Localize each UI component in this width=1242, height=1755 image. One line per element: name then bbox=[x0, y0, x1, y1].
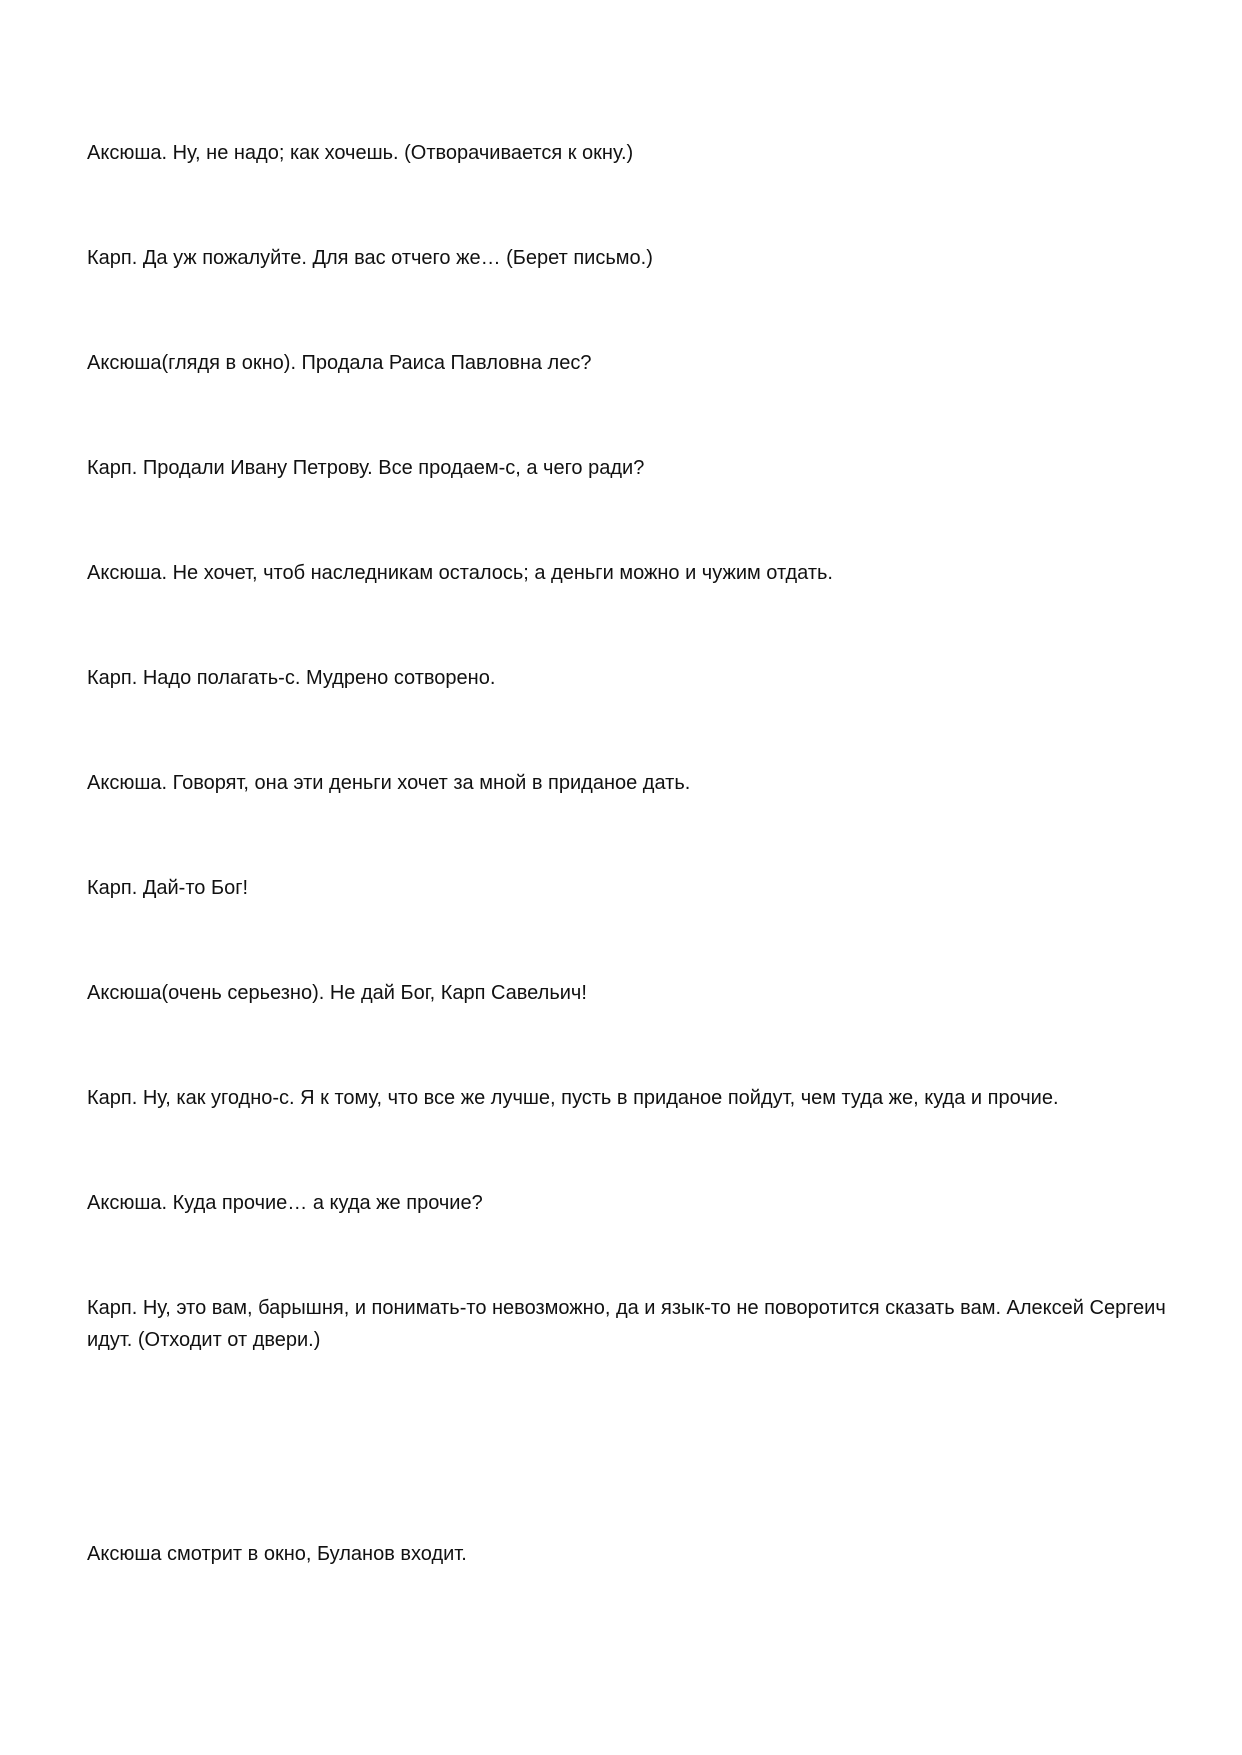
paragraph-7: Аксюша. Говорят, она эти деньги хочет за мной в приданое дать. bbox=[87, 772, 691, 794]
paragraph-6: Карп. Надо полагать-с. Мудрено сотворено. bbox=[87, 667, 496, 689]
paragraph-13: Аксюша смотрит в окно, Буланов входит. bbox=[87, 1543, 467, 1565]
paragraph-10: Карп. Ну, как угодно-с. Я к тому, что все же лучше, пусть в приданое пойдут, чем туда же, куда и прочие. bbox=[87, 1087, 1059, 1109]
paragraph-12: Карп. Ну, это вам, барышня, и понимать-то невозможно, да и язык-то не поворотится сказать вам. Алексей Сергеич идут. (Отходит от двери.) bbox=[87, 1297, 1166, 1351]
paragraph-8: Карп. Дай-то Бог! bbox=[87, 877, 249, 899]
paragraph-1: Аксюша. Ну, не надо; как хочешь. (Отворачивается к окну.) bbox=[87, 142, 634, 164]
paragraph-2: Карп. Да уж пожалуйте. Для вас отчего же… (Берет письмо.) bbox=[87, 247, 653, 269]
paragraph-5: Аксюша. Не хочет, чтоб наследникам осталось; а деньги можно и чужим отдать. bbox=[87, 562, 833, 584]
paragraph-4: Карп. Продали Ивану Петрову. Все продаем-с, а чего ради? bbox=[87, 457, 645, 479]
paragraph-11: Аксюша. Куда прочие… а куда же прочие? bbox=[87, 1192, 483, 1214]
paragraph-9: Аксюша(очень серьезно). Не дай Бог, Карп Савельич! bbox=[87, 982, 587, 1004]
paragraph-3: Аксюша(глядя в окно). Продала Раиса Павловна лес? bbox=[87, 352, 592, 374]
